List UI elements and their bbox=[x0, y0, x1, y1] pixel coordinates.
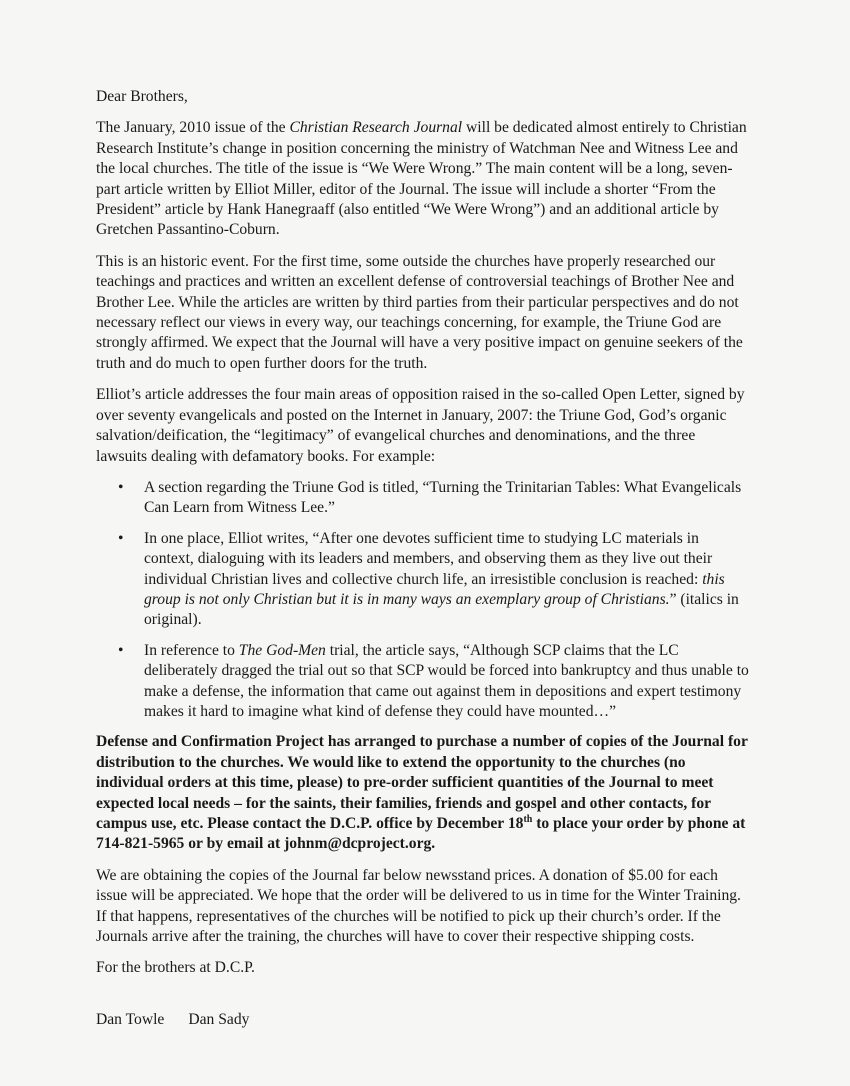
ordinal-suffix: th bbox=[523, 813, 533, 825]
bullet-text-before: In one place, Elliot writes, “After one devotes sufficient time to studying LC materials in context, dialoguing with its leaders and members, and observing them as they live out their individual Christian lives and collective church life, an irresistible conclusion is reached: bbox=[144, 529, 713, 588]
book-title: The God-Men bbox=[238, 641, 326, 659]
bullet-icon: • bbox=[118, 641, 124, 659]
bullet-italic-quote: this group is not only Christian but it is in many ways an exemplary group of Christians. bbox=[144, 570, 725, 608]
salutation: Dear Brothers, bbox=[96, 88, 188, 105]
bullet-icon: • bbox=[118, 478, 124, 496]
p1-text-after: will be dedicated almost entirely to Christian Research Institute’s change in position concerning the ministry of Watchman Nee and Witness Lee and the local churches. The title of the issue is “We Were Wrong.” The main content will be a long, seven-part article written by Elliot Miller, editor of the Journal. The issue will include a shorter “From the President” article by Hank Hanegraaff (also entitled “We Were Wrong”) and an additional article by Gretchen Passantino-Coburn. bbox=[96, 119, 747, 239]
signer-dan-towle: Dan Towle bbox=[96, 1010, 165, 1028]
bullet-text-after: ” (italics in original). bbox=[144, 590, 739, 629]
list-item bbox=[96, 478, 750, 519]
closing-line: For the brothers at D.C.P. bbox=[96, 959, 255, 977]
signer-dan-sady: Dan Sady bbox=[188, 1010, 250, 1028]
examples-list bbox=[96, 478, 750, 722]
signatures bbox=[96, 1010, 750, 1030]
paragraph-pricing: We are obtaining the copies of the Journal far below newsstand prices. A donation of $5.00 for each issue will be appreciated. We hope that the order will be delivered to us in time for the Winter Training. If that happens, representatives of the churches will be notified to pick up their church’s order. If the Journals arrive after the training, the churches will have to cover their respective shipping costs. bbox=[96, 866, 741, 946]
bullet-text-before: In reference to bbox=[144, 641, 239, 659]
p1-text-before: The January, 2010 issue of the bbox=[96, 119, 290, 137]
paragraph-order-request bbox=[96, 732, 750, 854]
bullet-text: A section regarding the Triune God is titled, “Turning the Trinitarian Tables: What Evangelicals Can Learn from Witness Lee.” bbox=[144, 478, 742, 517]
bullet-icon: • bbox=[118, 529, 124, 547]
paragraph-open-letter: Elliot’s article addresses the four main areas of opposition raised in the so-called Open Letter, signed by over seventy evangelicals and posted on the Internet in January, 2007: the Triune God, God’s organic salvation/deification, the “legitimacy” of evangelical churches and denominations, and the three lawsuits dealing with defamatory books. For example: bbox=[96, 386, 745, 465]
paragraph-historic-event: This is an historic event. For the first time, some outside the churches have properly researched our teachings and practices and written an excellent defense of controversial teachings of Brother Nee and Brother Lee. While the articles are written by third parties from their particular perspectives and do not necessary reflect our views in every way, our teachings concerning, for example, the Triune God are strongly affirmed. We expect that the Journal will have a very positive impact on genuine seekers of the truth and do much to open further doors for the truth. bbox=[96, 252, 743, 372]
paragraph-journal-issue bbox=[96, 118, 750, 240]
p4-text-after: to place your order by phone at 714-821-5965 or by email at johnm@dcproject.org. bbox=[96, 815, 746, 853]
list-item bbox=[96, 529, 750, 631]
p4-text-before: Defense and Confirmation Project has arranged to purchase a number of copies of the Journal for distribution to the churches. We would like to extend the opportunity to the churches (no individual orders at this time, please) to pre-order sufficient quantities of the Journal to meet expected local needs – for the saints, their families, friends and gospel and other contacts, for campus use, etc. Please contact the D.C.P. office by December 18 bbox=[96, 733, 748, 832]
journal-title: Christian Research Journal bbox=[289, 119, 463, 137]
bullet-text-after: trial, the article says, “Although SCP claims that the LC deliberately dragged the trial out so that SCP would be forced into bankruptcy and thus unable to make a defense, the information that came out against them in depositions and expert testimony makes it hard to imagine what kind of defense they could have mounted…” bbox=[144, 641, 749, 720]
list-item bbox=[96, 641, 750, 723]
